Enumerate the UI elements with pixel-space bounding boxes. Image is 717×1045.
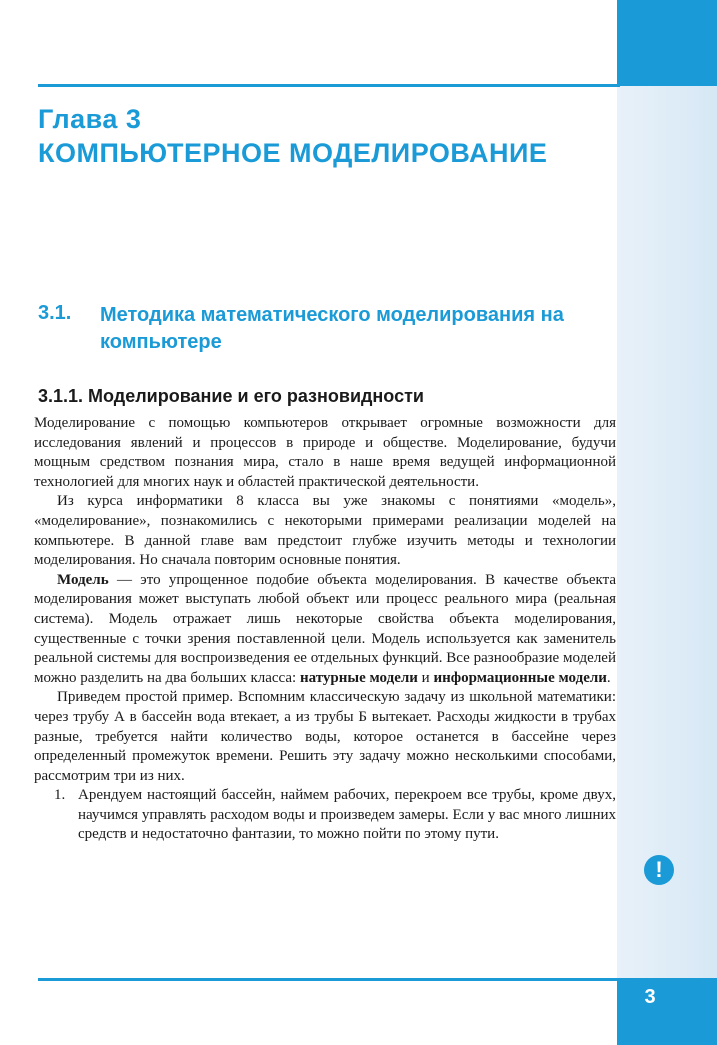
chapter-label: Глава 3	[38, 104, 142, 134]
paragraph-3-part-b: и	[417, 669, 434, 686]
section-number: 3.1.	[38, 302, 72, 324]
paragraph-3	[34, 571, 616, 689]
section-title: Методика математического моделирования на компьютере	[100, 304, 564, 353]
exclamation-icon: !	[644, 855, 674, 885]
paragraph-2: Из курса информатики 8 класса вы уже знакомы с понятиями «модель», «моделирование», познакомились с некоторыми примерами реализации моделей на компьютере. В данной главе вам предстоит глубже изучить методы и технологии моделирования. Но сначала повторим основные понятия.	[34, 493, 616, 569]
top-accent-block	[617, 0, 717, 86]
page-margin-band	[617, 0, 717, 1045]
page-number: 3	[644, 986, 656, 1008]
paragraph-1: Моделирование с помощью компьютеров открывает огромные возможности для исследования явлений и процессов в природе и обществе. Моделирование, будучи мощным средством познания мира, стало в наше время ведущей информационной технологией для многих наук и областей практической деятельности.	[34, 415, 616, 490]
term-information-models: информационные модели	[433, 669, 607, 686]
body-text	[34, 414, 616, 845]
list-item-text: Арендуем настоящий бассейн, наймем рабочих, перекроем все трубы, кроме двух, научимся управлять расходом воды и произведем замеры. Если у вас много лишних средств и недостаточно фантазии, то можно пойти по этому пути.	[78, 787, 616, 843]
term-natural-models: натурные модели	[299, 669, 418, 686]
paragraph-3-part-a: — это упрощенное подобие объекта моделирования. В качестве объекта моделирования может выступать любой объект или процесс реального мира (реальная система). Модель отражает лишь некоторые свойства объекта моделирования, существенные с точки зрения поставленной цели. Модель используется как заменитель реальной системы для воспроизведения ее отдельных функций. Все разнообразие моделей можно разделить на два больших класса:	[34, 571, 616, 686]
term-model: Модель	[57, 571, 109, 588]
paragraph-4: Приведем простой пример. Вспомним классическую задачу из школьной математики: через трубу А в бассейн вода втекает, а из трубы Б вытекает. Расходы жидкости в трубах разные, требуется найти количество воды, которое останется в бассейне через определенный промежуток времени. Решить эту задачу можно несколькими способами, рассмотрим три из них.	[34, 689, 616, 784]
top-rule	[38, 84, 620, 87]
paragraph-3-part-c: .	[606, 669, 611, 686]
list-item-number: 1.	[54, 787, 66, 804]
subsection-title: 3.1.1. Моделирование и его разновидности	[38, 386, 424, 406]
page-number-box	[617, 978, 717, 1045]
chapter-title: КОМПЬЮТЕРНОЕ МОДЕЛИРОВАНИЕ	[38, 138, 548, 168]
list-item	[34, 786, 616, 845]
bottom-rule	[38, 978, 620, 981]
